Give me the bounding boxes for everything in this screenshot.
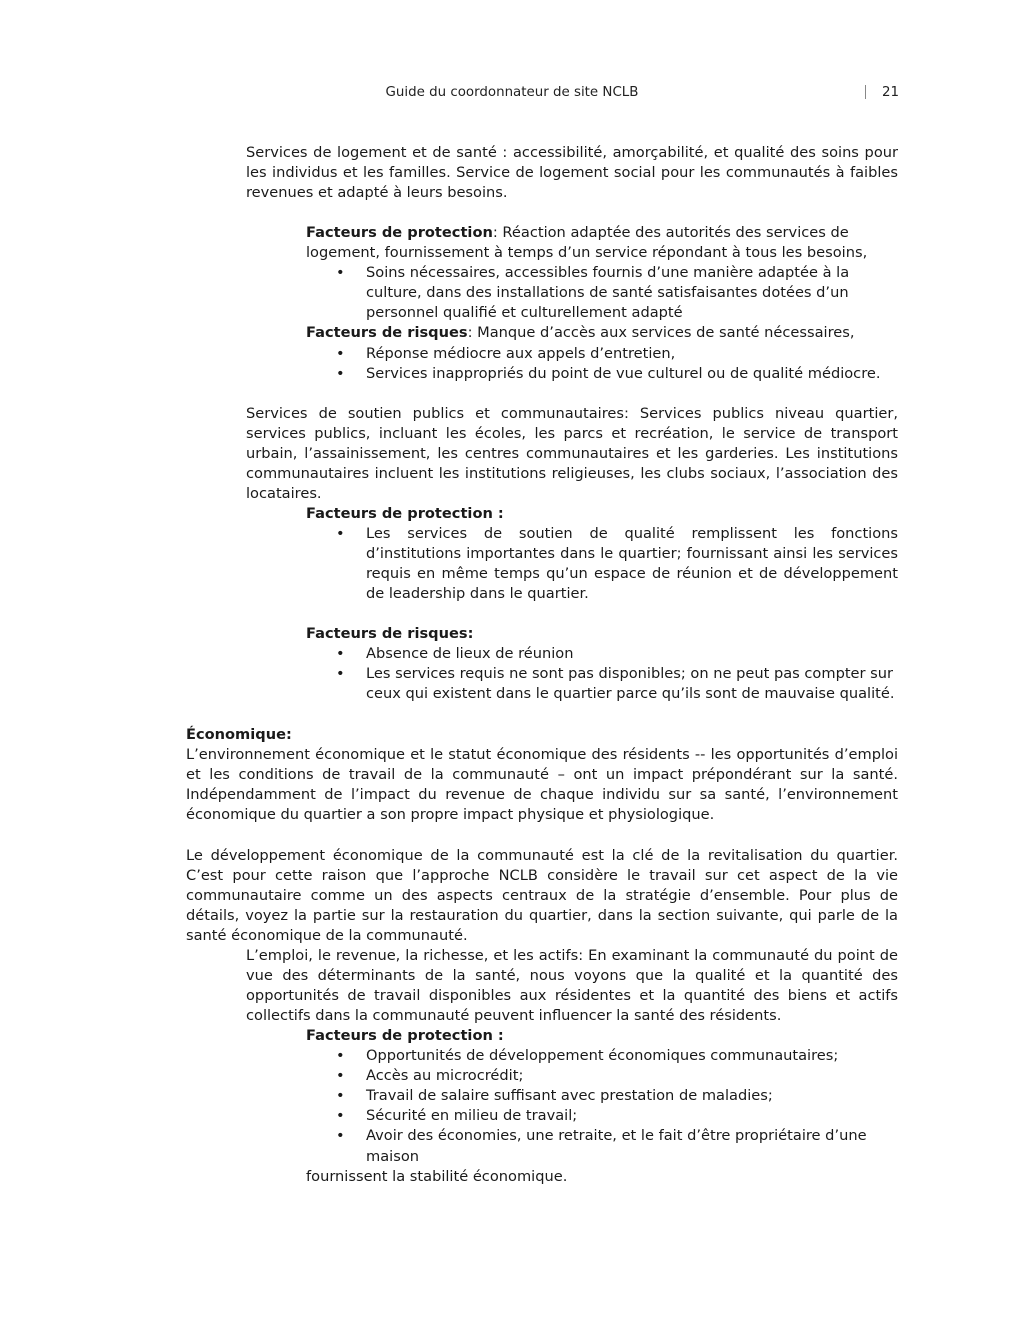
bullet-icon: • <box>336 1067 345 1085</box>
economique-block <box>186 725 898 825</box>
bullet-icon: • <box>336 665 345 683</box>
bullet-icon: • <box>336 1127 345 1145</box>
list-item: • Avoir des économies, une retraite, et le fait d’être propriétaire d’une maison <box>336 1127 867 1165</box>
logement-risques-label: Facteurs de risques <box>306 324 468 342</box>
logement-intro-block <box>246 143 898 203</box>
logement-factors-block <box>306 223 898 384</box>
bullet-icon: • <box>336 364 345 382</box>
emploi-intro: L’emploi, le revenue, la richesse, et les actifs: En examinant la communauté du point de vue des déterminants de la santé, nous voyons que la qualité et la quantité des opportunités de travail disponibles aux résidentes et la quantité des biens et actifs collectifs dans la communauté peuvent influencer la santé des résidents. <box>246 947 898 1025</box>
list-item: • Les services requis ne sont pas disponibles; on ne peut pas compter sur ceux qui existent dans le quartier parce qu’ils sont de mauvaise qualité. <box>336 665 895 703</box>
emploi-closing: fournissent la stabilité économique. <box>306 1167 568 1185</box>
list-item: • Absence de lieux de réunion <box>306 644 898 664</box>
list-item: • Services inappropriés du point de vue culturel ou de qualité médiocre. <box>306 364 898 384</box>
header-title: Guide du coordonnateur de site NCLB <box>385 85 639 100</box>
page-header <box>0 83 1024 103</box>
bullet-icon: • <box>336 264 345 282</box>
economique-heading: Économique: <box>186 726 292 743</box>
emploi-intro-block <box>246 946 898 1026</box>
logement-protection-text: : Réaction adaptée des autorités des services de logement, fournissement à temps d’un service répondant à tous les besoins, <box>306 224 868 262</box>
logement-protection-label: Facteurs de protection <box>306 224 493 241</box>
logement-protection-line <box>306 223 898 263</box>
soutien-intro-block <box>246 404 898 504</box>
bullet-icon: • <box>336 525 345 543</box>
soutien-protection-list <box>306 524 898 604</box>
economique-paragraph-2: Le développement économique de la communauté est la clé de la revitalisation du quartier. C’est pour cette raison que l’approche NCLB considère le travail sur cet aspect de la vie communautaire comme un des aspects centraux de la stratégie d’ensemble. Pour plus de détails, voyez la partie sur la restauration du quartier, dans la section suivante, qui parle de la santé économique de la communauté. <box>186 847 898 945</box>
soutien-protection-label: Facteurs de protection : <box>306 505 504 522</box>
list-item: • Sécurité en milieu de travail; <box>306 1106 898 1126</box>
soutien-risques-label: Facteurs de risques: <box>306 625 474 642</box>
bullet-icon: • <box>336 1107 345 1125</box>
bullet-icon: • <box>336 1087 345 1105</box>
logement-intro: Services de logement et de santé : accessibilité, amorçabilité, et qualité des soins pour les individus et les familles. Service de logement social pour les communautés à faibles revenues et adapté à leurs besoins. <box>246 144 898 202</box>
logement-risques-list <box>306 344 898 384</box>
list-item: • Réponse médiocre aux appels d’entretien, <box>306 344 898 364</box>
list-item: • Opportunités de développement économiques communautaires; <box>306 1046 898 1066</box>
list-item: • Soins nécessaires, accessibles fournis d’une manière adaptée à la culture, dans des installations de santé satisfaisantes dotées d’un personnel qualifié et culturellement adapté <box>336 264 850 322</box>
bullet-icon: • <box>336 344 345 362</box>
soutien-risques-block <box>306 624 898 704</box>
emploi-protection-label: Facteurs de protection : <box>306 1027 504 1044</box>
economique-paragraph-2-block <box>186 846 898 946</box>
soutien-intro: Services de soutien publics et communautaires: Services publics niveau quartier, services publics, incluant les écoles, les parcs et recréation, le service de transport urbain, l’assainissement, les centres communautaires et les garderies. Les institutions communautaires incluent les institutions religieuses, les clubs sociaux, l’association des locataires. <box>246 405 898 503</box>
emploi-protection-block <box>306 1026 898 1187</box>
logement-risques-line <box>306 323 898 343</box>
soutien-risques-list <box>306 644 898 704</box>
bullet-icon: • <box>336 1047 345 1065</box>
list-item: • Les services de soutien de qualité remplissent les fonctions d’institutions importantes dans le quartier; fournissant ainsi les services requis en même temps qu’un espace de réunion et de développement de leadership dans le quartier. <box>336 525 898 603</box>
list-item: • Accès au microcrédit; <box>306 1066 898 1086</box>
list-item: • Travail de salaire suffisant avec prestation de maladies; <box>306 1086 898 1106</box>
emploi-protection-list <box>306 1046 898 1167</box>
header-divider <box>865 85 866 99</box>
page-number: 21 <box>882 85 900 100</box>
logement-risques-text: : Manque d’accès aux services de santé nécessaires, <box>467 324 855 342</box>
bullet-icon: • <box>336 645 345 663</box>
economique-paragraph-1: L’environnement économique et le statut économique des résidents -- les opportunités d’emploi et les conditions de travail de la communauté – ont un impact prépondérant sur la santé. Indépendamment de l’impact du revenue de chaque individu sur sa santé, l’environnement économique du quartier a son propre impact physique et physiologique. <box>186 746 898 824</box>
soutien-protection-block <box>306 504 898 604</box>
logement-protection-list <box>306 263 898 323</box>
